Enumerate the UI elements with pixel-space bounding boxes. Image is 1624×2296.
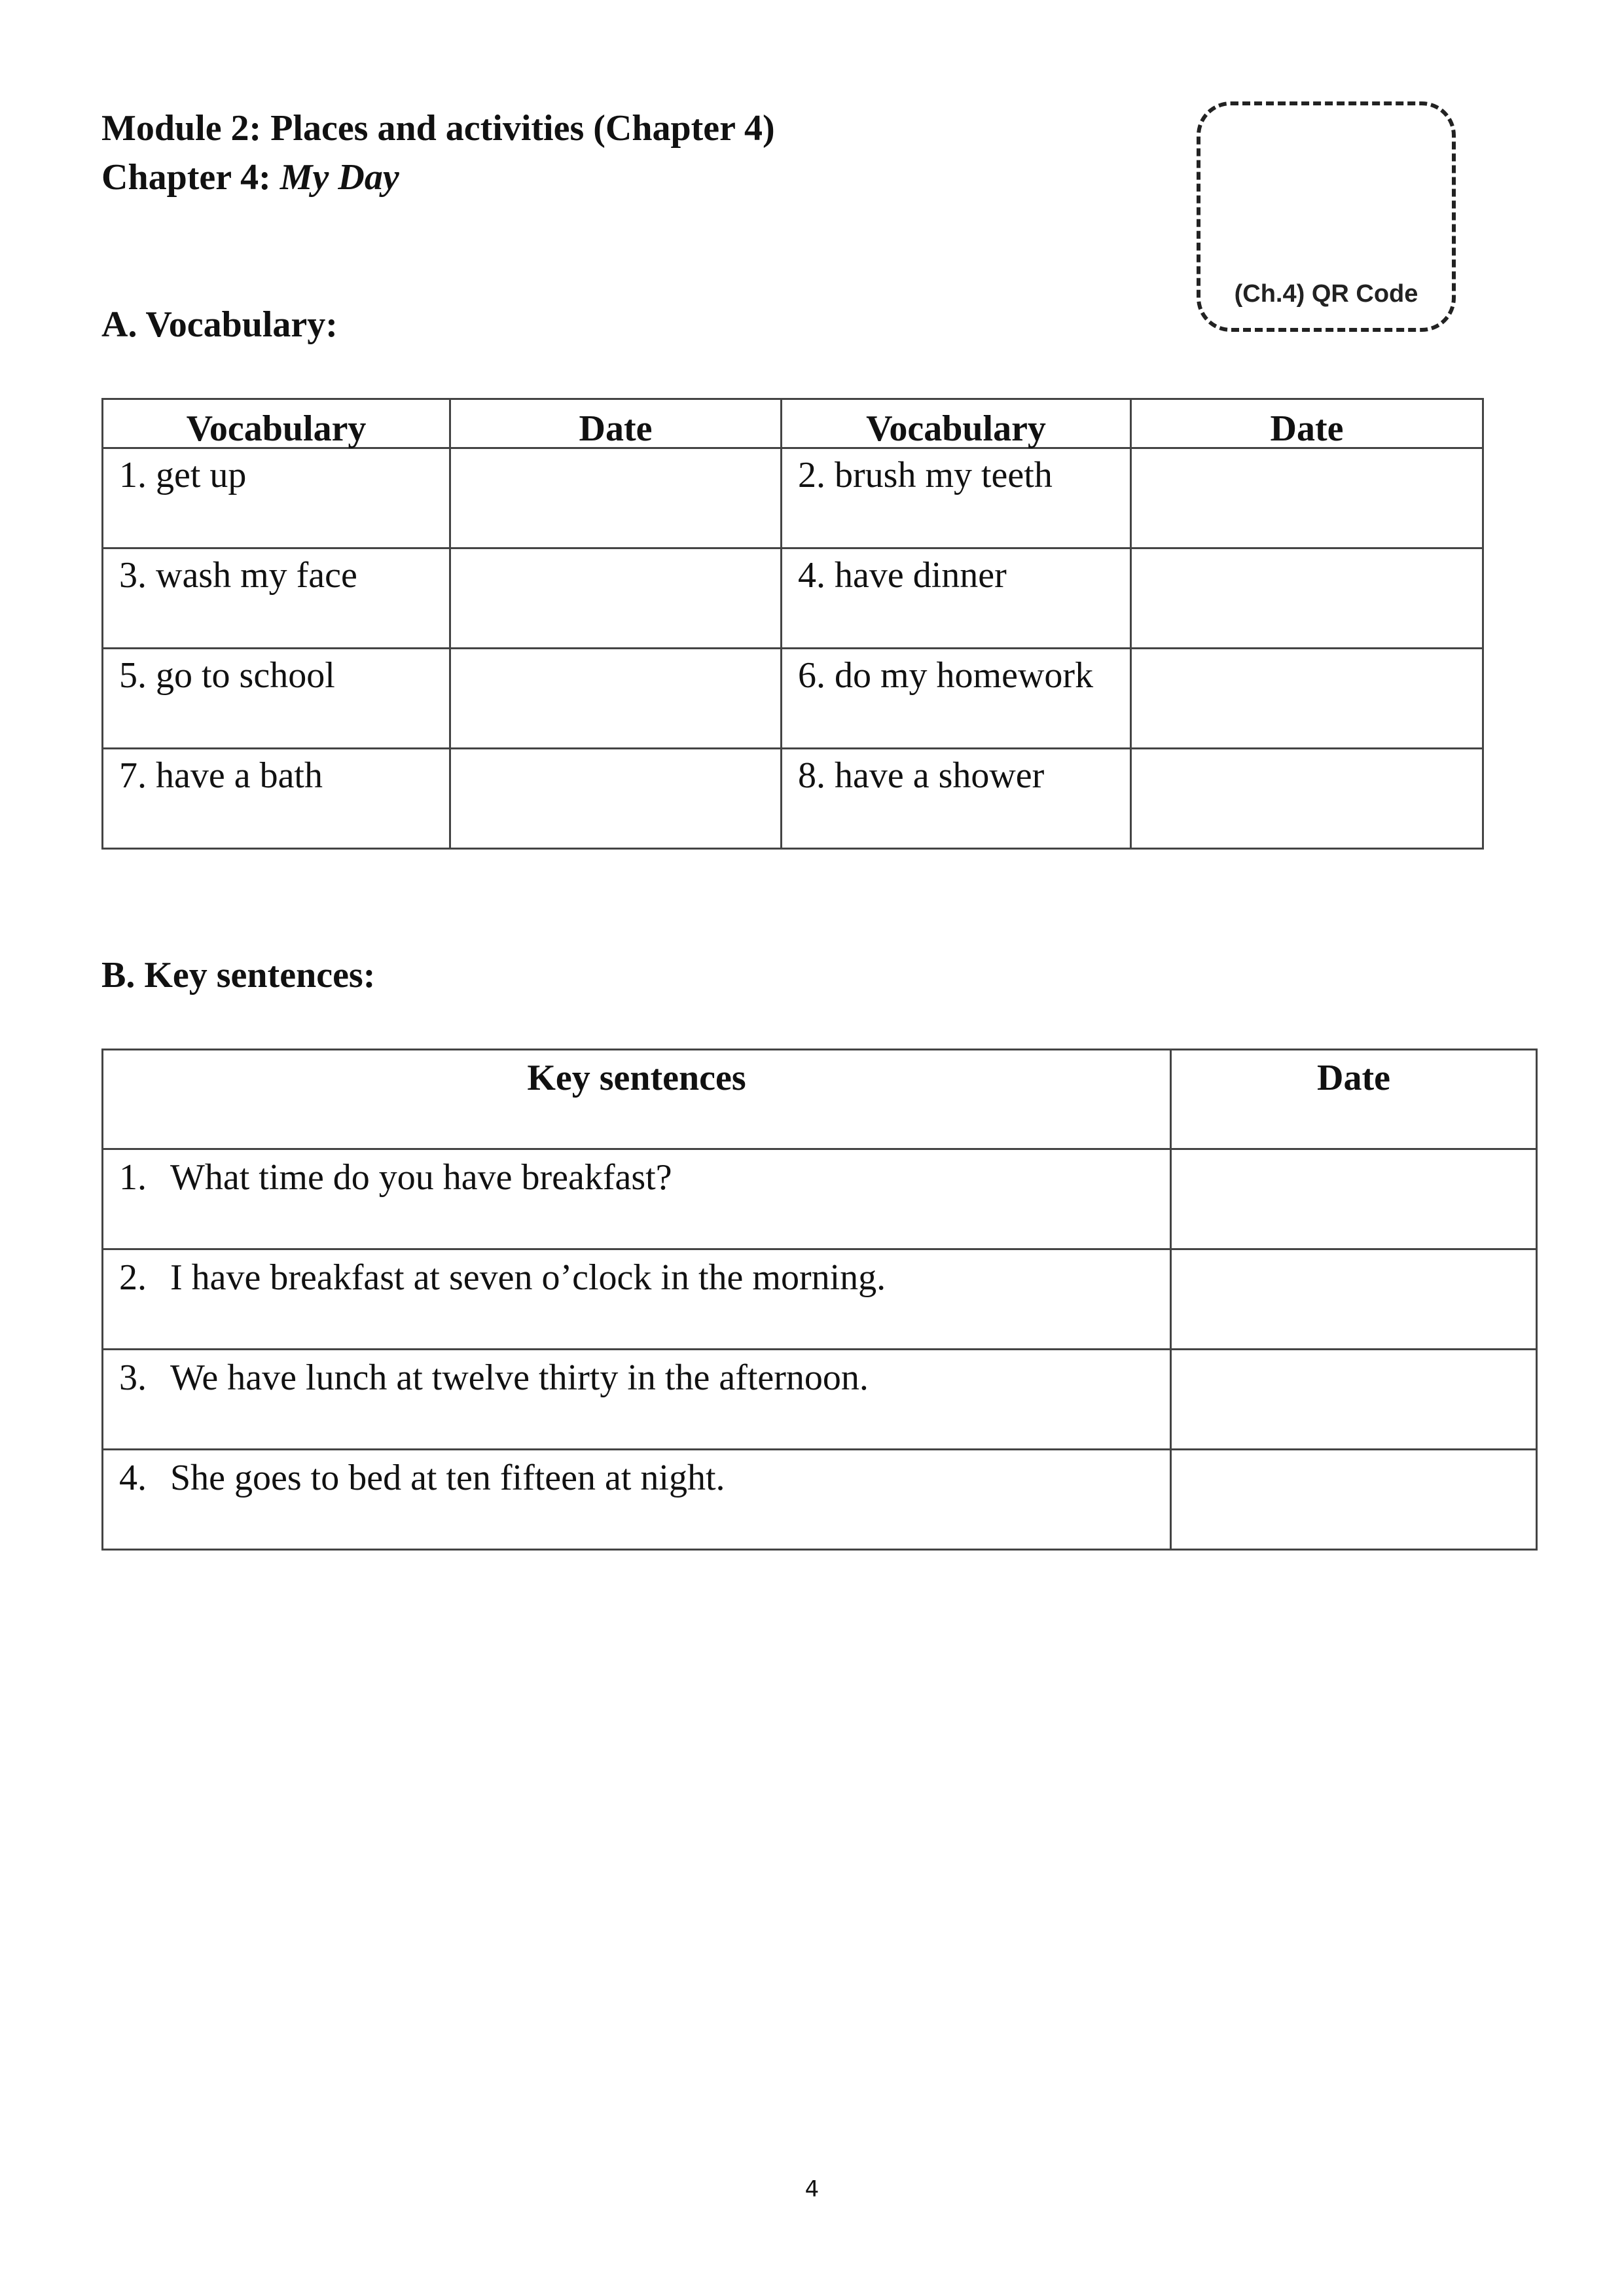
sentence-number: 2. bbox=[119, 1257, 147, 1298]
sentence-cell bbox=[103, 1350, 1171, 1450]
date-cell[interactable] bbox=[1171, 1149, 1537, 1249]
date-cell[interactable] bbox=[450, 548, 782, 649]
key-sentences-heading: B. Key sentences: bbox=[101, 955, 376, 996]
column-header-date: Date bbox=[1171, 1050, 1537, 1149]
sentence-number: 1. bbox=[119, 1157, 147, 1198]
date-cell[interactable] bbox=[1131, 548, 1483, 649]
date-cell[interactable] bbox=[450, 749, 782, 849]
table-row bbox=[103, 1350, 1537, 1450]
table-row bbox=[103, 649, 1483, 749]
table-row bbox=[103, 448, 1483, 548]
chapter-title bbox=[101, 159, 399, 196]
column-header-date: Date bbox=[450, 399, 782, 448]
chapter-name: My Day bbox=[280, 157, 399, 198]
table-row bbox=[103, 1249, 1537, 1350]
key-sentences-table bbox=[101, 1049, 1538, 1551]
date-cell[interactable] bbox=[1131, 749, 1483, 849]
date-cell[interactable] bbox=[1131, 649, 1483, 749]
date-cell[interactable] bbox=[450, 448, 782, 548]
sentence-text: I have breakfast at seven o’clock in the morning. bbox=[170, 1257, 886, 1298]
sentence-cell bbox=[103, 1149, 1171, 1249]
vocab-item: 7. have a bath bbox=[103, 749, 450, 849]
column-header-date: Date bbox=[1131, 399, 1483, 448]
qr-code-placeholder bbox=[1197, 101, 1456, 332]
date-cell[interactable] bbox=[450, 649, 782, 749]
qr-code-label: (Ch.4) QR Code bbox=[1234, 280, 1418, 308]
vocabulary-table bbox=[101, 398, 1484, 850]
sentence-cell bbox=[103, 1450, 1171, 1550]
sentence-text: What time do you have breakfast? bbox=[170, 1157, 672, 1198]
date-cell[interactable] bbox=[1171, 1450, 1537, 1550]
vocab-item: 3. wash my face bbox=[103, 548, 450, 649]
vocab-item: 2. brush my teeth bbox=[782, 448, 1131, 548]
column-header-vocabulary: Vocabulary bbox=[103, 399, 450, 448]
sentence-number: 3. bbox=[119, 1357, 147, 1398]
table-row bbox=[103, 1149, 1537, 1249]
module-title: Module 2: Places and activities (Chapter 4) bbox=[101, 108, 775, 149]
vocab-item: 1. get up bbox=[103, 448, 450, 548]
date-cell[interactable] bbox=[1171, 1350, 1537, 1450]
sentence-cell bbox=[103, 1249, 1171, 1350]
column-header-vocabulary: Vocabulary bbox=[782, 399, 1131, 448]
table-row bbox=[103, 749, 1483, 849]
column-header-key-sentences: Key sentences bbox=[103, 1050, 1171, 1149]
table-header-row bbox=[103, 399, 1483, 448]
date-cell[interactable] bbox=[1131, 448, 1483, 548]
table-row bbox=[103, 548, 1483, 649]
sentence-text: We have lunch at twelve thirty in the afternoon. bbox=[170, 1357, 869, 1398]
vocab-item: 8. have a shower bbox=[782, 749, 1131, 849]
vocab-item: 5. go to school bbox=[103, 649, 450, 749]
vocabulary-heading: A. Vocabulary: bbox=[101, 304, 338, 345]
sentence-number: 4. bbox=[119, 1458, 147, 1498]
page-number: 4 bbox=[804, 2176, 820, 2202]
sentence-text: She goes to bed at ten fifteen at night. bbox=[170, 1458, 725, 1498]
table-row bbox=[103, 1450, 1537, 1550]
vocab-item: 4. have dinner bbox=[782, 548, 1131, 649]
vocab-item: 6. do my homework bbox=[782, 649, 1131, 749]
chapter-prefix: Chapter 4: bbox=[101, 157, 280, 198]
table-header-row bbox=[103, 1050, 1537, 1149]
date-cell[interactable] bbox=[1171, 1249, 1537, 1350]
